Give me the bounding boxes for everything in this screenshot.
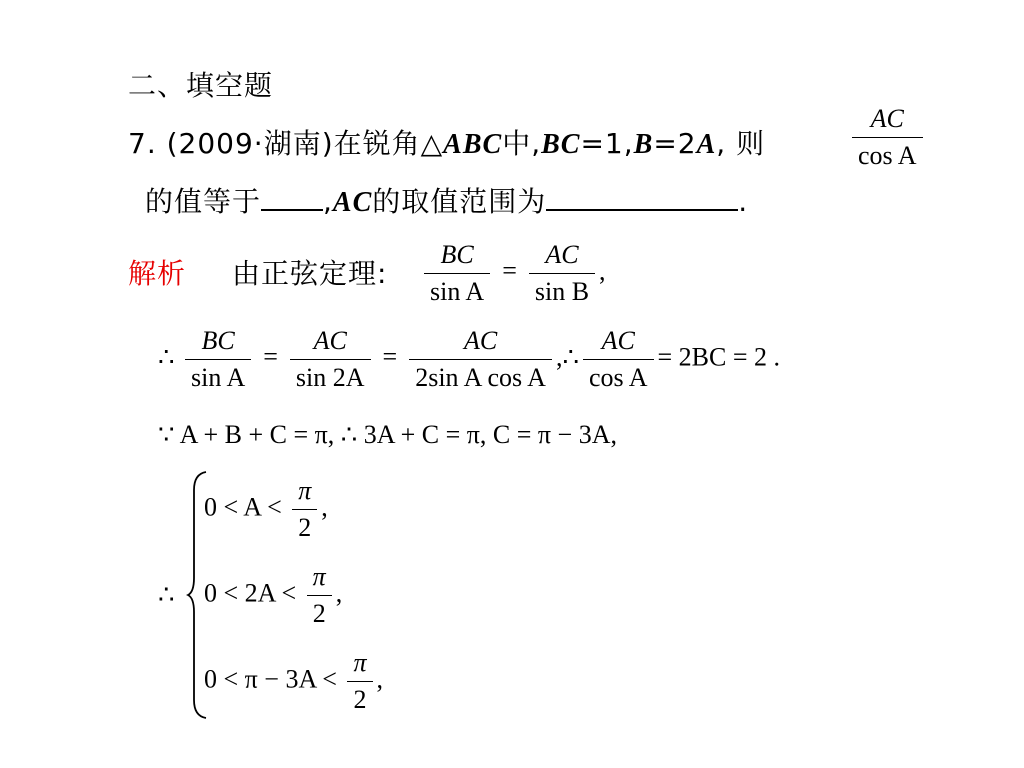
law-right-num: AC	[545, 240, 579, 269]
eq-two: =2	[653, 127, 697, 160]
f2-den: sin 2A	[295, 362, 365, 392]
system-therefore: ∴	[158, 580, 175, 609]
eq-2: =	[382, 342, 398, 372]
fraction-denominator: cos A	[858, 140, 917, 170]
row2-pi: π	[312, 562, 326, 591]
law-tail: ,	[599, 256, 606, 286]
system-row-1	[204, 476, 328, 543]
row2-left: 0 < 2A <	[204, 578, 297, 608]
angle-a: A	[696, 129, 717, 160]
section-heading: 二、填空题	[128, 69, 274, 102]
answer-blank-2[interactable]	[546, 209, 738, 211]
f1-num: BC	[201, 326, 235, 355]
answer-blank-1[interactable]	[261, 209, 323, 211]
eq-one: =1,	[580, 127, 634, 160]
problem-text-zhong: 中,	[502, 127, 542, 160]
row3-pi: π	[353, 648, 367, 677]
f2-num: AC	[313, 326, 347, 355]
problem-number-source: 7. (2009·湖南)在锐角△	[128, 127, 444, 160]
result-text: = 2BC = 2 .	[657, 342, 781, 372]
law-equals: =	[502, 256, 517, 286]
row3-two: 2	[353, 684, 367, 714]
system-row-2	[204, 562, 342, 629]
f1-den: sin A	[191, 362, 246, 392]
row1-two: 2	[298, 512, 312, 542]
side-bc: BC	[541, 129, 581, 160]
f4-den: cos A	[589, 362, 648, 392]
system-row-3	[204, 648, 383, 715]
f3-num: AC	[463, 326, 498, 355]
fraction-numerator: AC	[870, 104, 904, 133]
problem-line-2	[145, 180, 748, 220]
therefore-symbol: ∴	[158, 342, 175, 372]
row3-comma: ,	[376, 664, 383, 694]
triangle-name: ABC	[443, 129, 503, 160]
line2-end: .	[738, 185, 749, 218]
solution-label: 解析	[128, 257, 187, 290]
row1-left: 0 < A <	[204, 492, 282, 522]
mid-therefore: ,∴	[555, 342, 579, 372]
derivation-line-2: ∵ A + B + C = π, ∴ 3A + C = π, C = π − 3A,	[158, 420, 617, 449]
law-right-den: sin B	[534, 276, 590, 306]
problem-fraction	[848, 104, 927, 171]
angle-b: B	[633, 129, 654, 160]
side-ac: AC	[332, 187, 373, 218]
problem-text-ze: , 则	[716, 127, 766, 160]
f4-num: AC	[601, 326, 635, 355]
row2-two: 2	[312, 598, 326, 628]
line2-text-b: ,	[323, 185, 333, 218]
f3-den: 2sin A cos A	[415, 362, 546, 392]
row1-pi: π	[298, 476, 312, 505]
solution-intro: 由正弦定理:	[232, 257, 388, 290]
law-left-num: BC	[440, 240, 474, 269]
law-left-den: sin A	[430, 276, 485, 306]
row3-left: 0 < π − 3A <	[204, 664, 337, 694]
row2-comma: ,	[335, 578, 343, 608]
law-of-sines	[420, 240, 606, 307]
line2-text-c: 的取值范围为	[372, 185, 547, 218]
row1-comma: ,	[321, 492, 328, 522]
derivation-line-1	[158, 326, 780, 393]
eq-1: =	[263, 342, 278, 372]
line2-text-a: 的值等于	[145, 185, 262, 218]
problem-line-1	[128, 122, 765, 162]
